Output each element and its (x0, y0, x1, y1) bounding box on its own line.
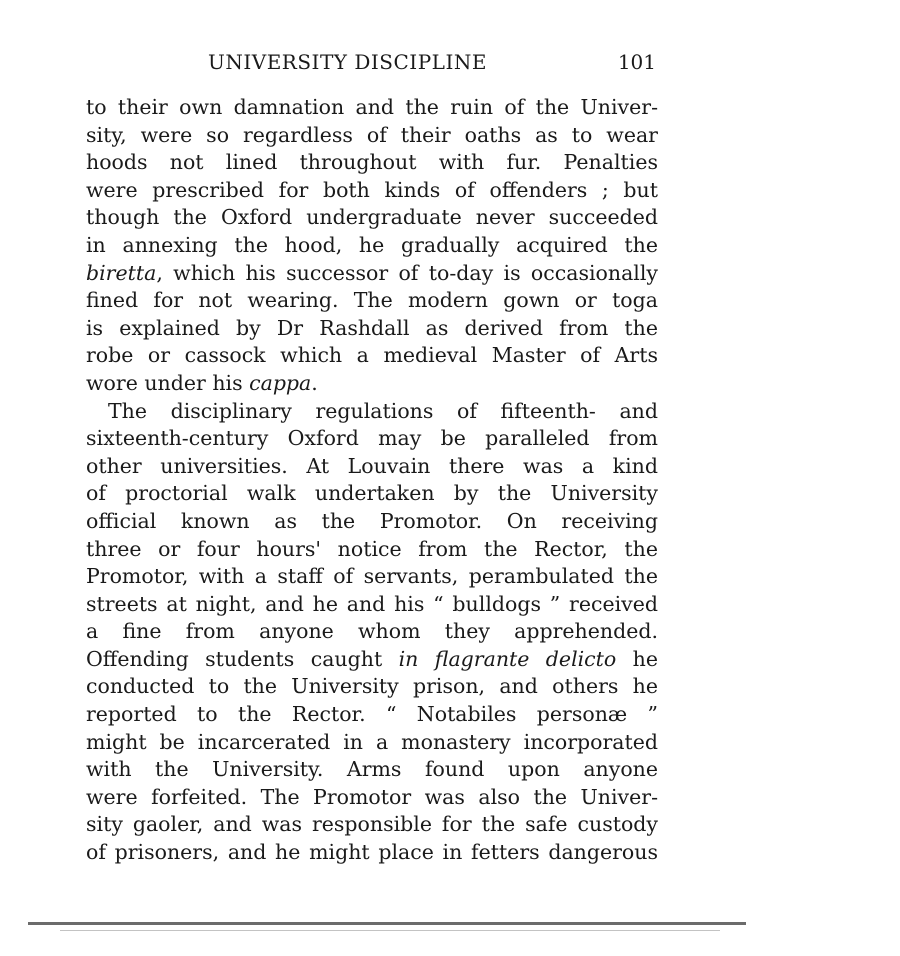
text-line: sity, were so regardless of their oaths as to wear (86, 122, 658, 147)
text-line: were forfeited. The Promotor was also the Univer- (86, 784, 658, 809)
running-title: UNIVERSITY DISCIPLINE (208, 50, 487, 74)
text-line: though the Oxford undergraduate never succeeded (86, 205, 658, 230)
text-line: of prisoners, and he might place in fetters dangerous (86, 840, 658, 865)
text-line: hoods not lined throughout with fur. Penalties (86, 150, 658, 175)
text-line: sity gaoler, and was responsible for the safe custody (86, 812, 658, 837)
text-line: might be incarcerated in a monastery incorporated (86, 729, 658, 754)
text-line: conducted to the University prison, and others he (86, 674, 658, 699)
text-line: wore under his cappa. (86, 370, 318, 395)
text-line: streets at night, and he and his “ bulldogs ” received (86, 591, 658, 616)
text-line: is explained by Dr Rashdall as derived from the (86, 315, 658, 340)
text-line: fined for not wearing. The modern gown or toga (86, 288, 658, 313)
page-edge-shadow (60, 930, 720, 931)
text-line: biretta, which his successor of to-day is occasionally (86, 260, 658, 285)
text-line: reported to the Rector. “ Notabiles personæ ” (86, 702, 658, 727)
running-head (86, 50, 660, 78)
text-line: other universities. At Louvain there was a kind (86, 453, 658, 478)
body-text (86, 94, 658, 867)
text-line: of proctorial walk undertaken by the University (86, 481, 658, 506)
text-line: with the University. Arms found upon anyone (86, 757, 658, 782)
text-line: three or four hours' notice from the Rector, the (86, 536, 658, 561)
page-edge-rule (28, 922, 746, 925)
text-line: robe or cassock which a medieval Master of Arts (86, 343, 658, 368)
text-line: to their own damnation and the ruin of the Univer- (86, 95, 658, 119)
text-line: sixteenth-century Oxford may be paralleled from (86, 426, 658, 451)
text-line: a fine from anyone whom they apprehended. (86, 619, 658, 644)
text-line: Promotor, with a staff of servants, perambulated the (86, 564, 658, 589)
text-line: were prescribed for both kinds of offenders ; but (86, 177, 658, 202)
text-line: official known as the Promotor. On receiving (86, 508, 658, 533)
page-number: 101 (617, 50, 656, 74)
text-line: The disciplinary regulations of fifteenth- and (108, 398, 658, 423)
text-line: Offending students caught in flagrante delicto he (86, 646, 658, 671)
text-line: in annexing the hood, he gradually acquired the (86, 232, 658, 257)
